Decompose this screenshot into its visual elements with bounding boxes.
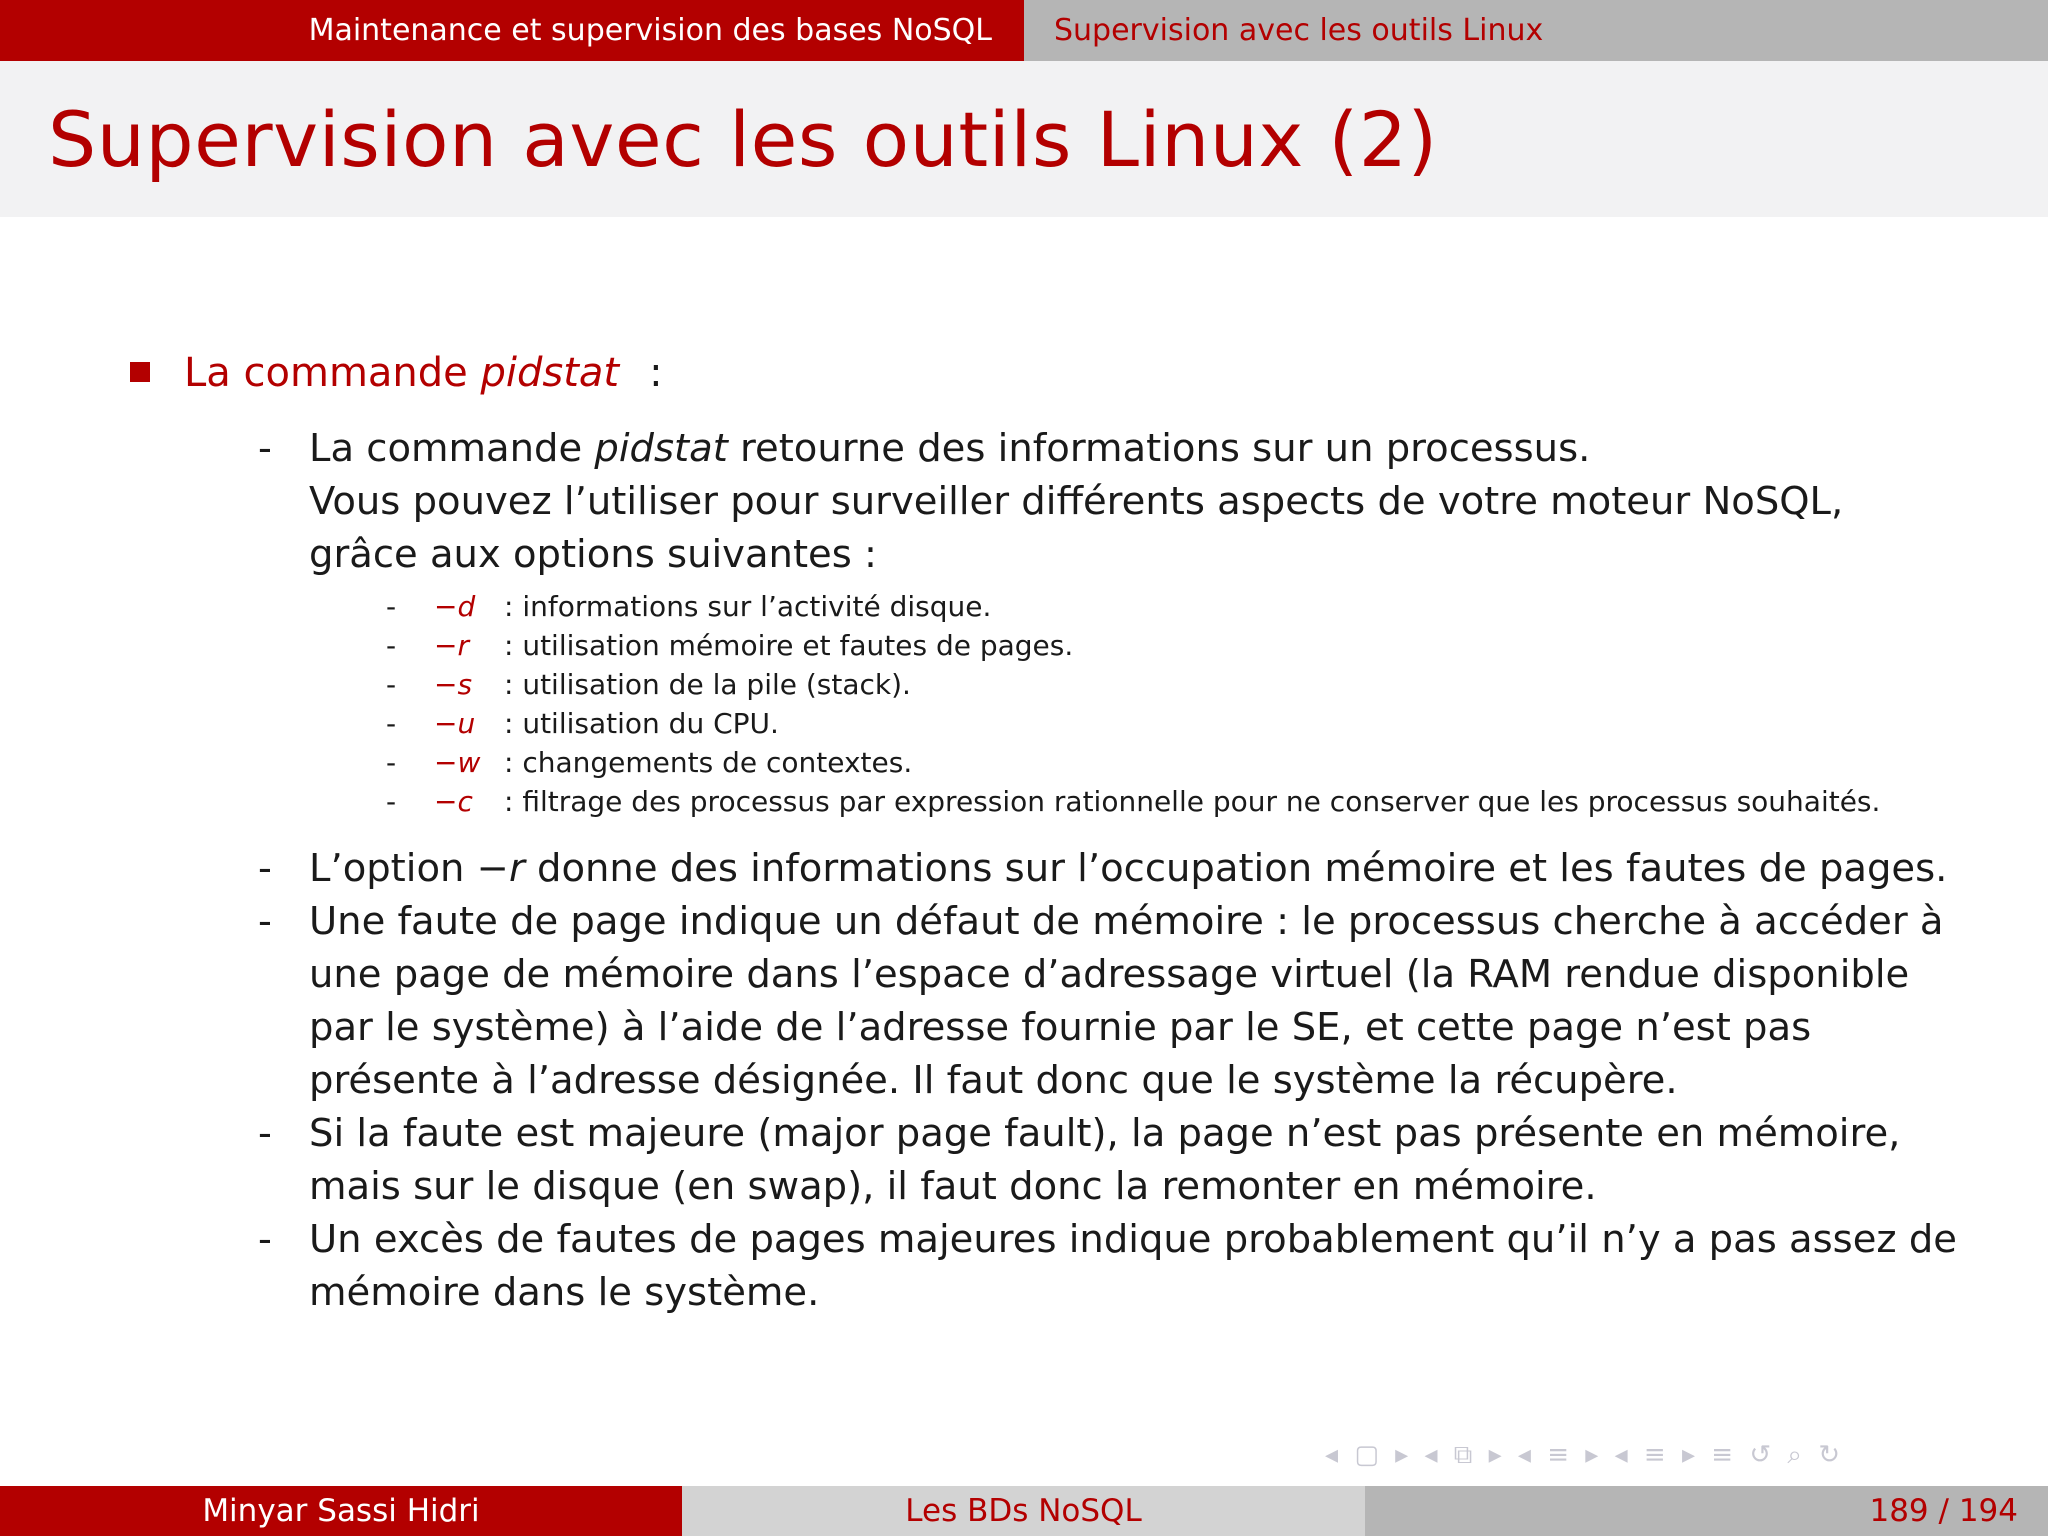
item3-line2: une page de mémoire dans l’espace d’adressage virtuel (la RAM rendue disponible <box>309 952 1910 997</box>
header-section-right[interactable]: Supervision avec les outils Linux <box>1024 0 2048 61</box>
option-flag: −c <box>434 785 473 818</box>
option-item-w <box>386 746 912 779</box>
item5-line1: Un excès de fautes de pages majeures indique probablement qu’il n’y a pas assez de <box>309 1217 1957 1262</box>
item3-line1: Une faute de page indique un défaut de mémoire : le processus cherche à accéder à <box>309 899 1944 944</box>
item3-line4: présente à l’adresse désignée. Il faut donc que le système la récupère. <box>309 1058 1678 1103</box>
list-item-excess-faults <box>258 1213 1957 1319</box>
dash-bullet: - <box>386 629 397 662</box>
footer-author: Minyar Sassi Hidri <box>0 1486 682 1536</box>
option-item-u <box>386 707 779 740</box>
footer-course: Les BDs NoSQL <box>682 1486 1365 1536</box>
item4-line1: Si la faute est majeure (major page fault), la page n’est pas présente en mémoire, <box>309 1111 1901 1156</box>
dash-bullet: - <box>258 846 272 891</box>
option-item-c <box>386 785 1880 818</box>
page-total: 194 <box>1958 1493 2018 1529</box>
option-flag: −w <box>434 746 481 779</box>
list-item-option-r <box>258 842 1947 895</box>
item1-line2: Vous pouvez l’utiliser pour surveiller différents aspects de votre moteur NoSQL, <box>309 479 1844 524</box>
list-item-page-fault <box>258 895 1944 1107</box>
footer-bar <box>0 1486 2048 1536</box>
dash-bullet: - <box>386 668 397 701</box>
main-bullet <box>130 350 663 396</box>
header-section-left[interactable]: Maintenance et supervision des bases NoSQL <box>0 0 1024 61</box>
dash-bullet: - <box>386 746 397 779</box>
title-bar <box>0 61 2048 217</box>
option-flag: −u <box>434 707 476 740</box>
dash-bullet: - <box>258 426 272 471</box>
header-bar <box>0 0 2048 61</box>
list-item-pidstat-description <box>258 422 1843 581</box>
option-flag: −d <box>434 590 476 623</box>
option-description: : utilisation du CPU. <box>504 707 779 740</box>
item1-line3: grâce aux options suivantes : <box>309 532 877 577</box>
beamer-navigation-icons[interactable]: ◂ ▢ ▸ ◂ ⧉ ▸ ◂ ≡ ▸ ◂ ≡ ▸ ≡ ↺ ⌕ ↻ <box>1325 1440 1844 1470</box>
option-description: : utilisation de la pile (stack). <box>504 668 911 701</box>
main-bullet-command: pidstat <box>480 350 620 396</box>
dash-bullet: - <box>386 590 397 623</box>
option-description: : informations sur l’activité disque. <box>504 590 992 623</box>
dash-bullet: - <box>386 785 397 818</box>
option-description: : filtrage des processus par expression rationnelle pour ne conserver que les processus souhaités. <box>504 785 1881 818</box>
page-separator: / <box>1938 1493 1949 1529</box>
option-flag: −r <box>434 629 469 662</box>
option-description: : changements de contextes. <box>504 746 913 779</box>
list-item-major-fault <box>258 1107 1900 1213</box>
option-item-d <box>386 590 991 623</box>
item3-line3: par le système) à l’aide de l’adresse fournie par le SE, et cette page n’est pas <box>309 1005 1812 1050</box>
option-flag: −s <box>434 668 473 701</box>
slide-title: Supervision avec les outils Linux (2) <box>48 94 1438 184</box>
option-item-r <box>386 629 1073 662</box>
item2-line1: L’option −r donne des informations sur l’occupation mémoire et les fautes de pages. <box>309 846 1948 891</box>
item1-line1: La commande pidstat retourne des informations sur un processus. <box>309 426 1591 471</box>
page-current: 189 <box>1869 1493 1929 1529</box>
dash-bullet: - <box>258 1111 272 1156</box>
main-bullet-suffix: : <box>649 350 663 396</box>
dash-bullet: - <box>258 1217 272 1262</box>
square-bullet-icon <box>130 362 150 382</box>
dash-bullet: - <box>386 707 397 740</box>
item5-line2: mémoire dans le système. <box>309 1270 820 1315</box>
main-bullet-prefix: La commande <box>184 350 481 396</box>
footer-page-number <box>1365 1486 2048 1536</box>
item4-line2: mais sur le disque (en swap), il faut donc la remonter en mémoire. <box>309 1164 1597 1209</box>
option-item-s <box>386 668 911 701</box>
dash-bullet: - <box>258 899 272 944</box>
option-description: : utilisation mémoire et fautes de pages. <box>504 629 1074 662</box>
